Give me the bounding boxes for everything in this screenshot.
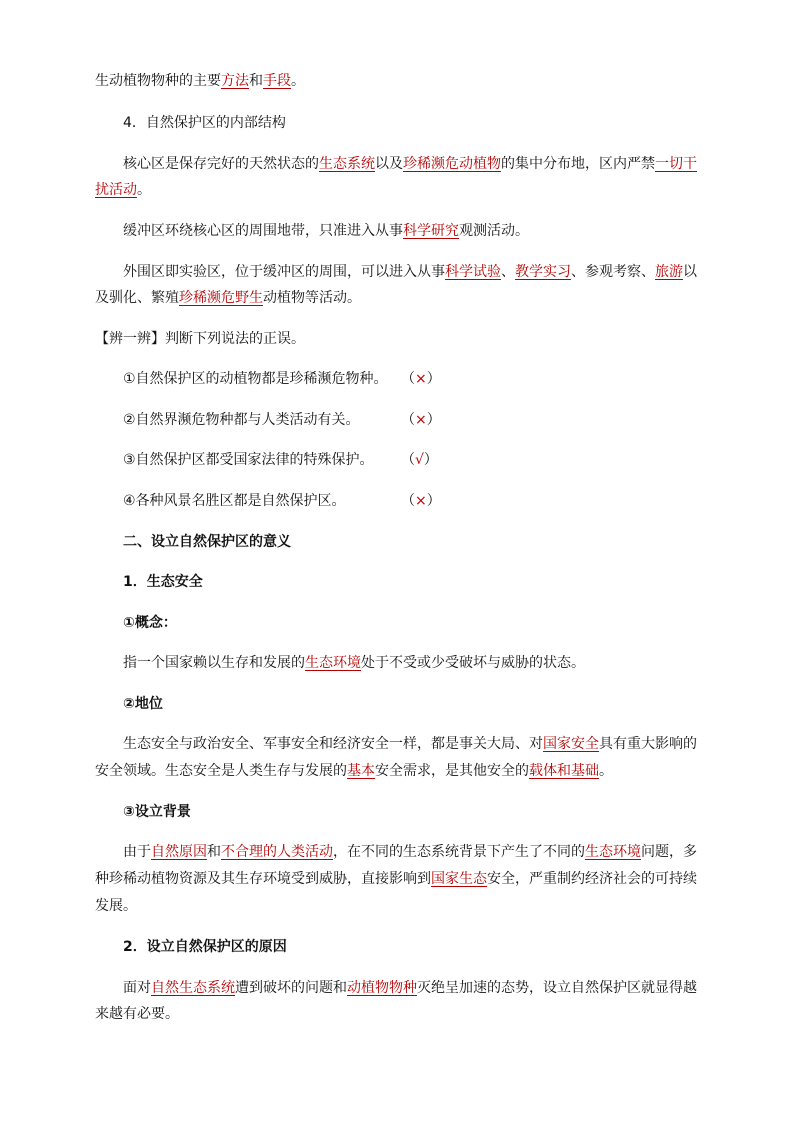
paragraph-concept: [123, 653, 585, 673]
judge-statement: ①自然保护区的动植物都是珍稀濒危物种。: [123, 371, 388, 387]
highlight-term: 自然原因: [151, 844, 207, 860]
text: 生态安全与政治安全、军事安全和经济安全一样，都是事关大局、对: [123, 736, 543, 752]
section-4-title: 4．自然保护区的内部结构: [123, 115, 286, 131]
judge-mark: ×: [415, 493, 427, 509]
text: 核心区是保存完好的天然状态的: [123, 156, 319, 172]
paren-open: （: [401, 371, 415, 387]
text: 缓冲区环绕核心区的周围地带，只准进入从事: [123, 223, 403, 239]
highlight-term: 科学试验: [445, 264, 501, 280]
highlight-term: 手段: [263, 73, 291, 89]
text: 动植物等活动。: [263, 290, 361, 306]
highlight-term: 基本: [347, 763, 375, 779]
text: 、: [501, 264, 515, 280]
judge-item: [123, 450, 438, 470]
highlight-term: 方法: [221, 73, 249, 89]
paragraph-outer-zone: [123, 262, 697, 282]
paragraph-core-zone: [123, 154, 697, 174]
text: 安全，严重制约经济社会的可持续: [487, 871, 697, 887]
text: 生动植物物种的主要: [95, 73, 221, 89]
text: 的集中分布地，区内严禁: [501, 156, 655, 172]
paren-open: （: [401, 412, 415, 428]
judge-mark: ×: [415, 371, 427, 387]
text: 具有重大影响的: [599, 736, 697, 752]
concept-title: ①概念：: [123, 615, 177, 631]
judge-item: [123, 491, 441, 511]
text: 种珍稀动植物资源及其生存环境受到威胁，直接影响到: [95, 871, 431, 887]
judge-intro: 【辨一辨】判断下列说法的正误。: [95, 331, 305, 347]
judge-statement: ④各种风景名胜区都是自然保护区。: [123, 493, 346, 509]
text: ，在不同的生态系统背景下产生了不同的: [333, 844, 585, 860]
subsection-1-title: 1．生态安全: [123, 574, 203, 590]
highlight-term: 动植物物种: [347, 980, 417, 996]
highlight-term: 生态环境: [585, 844, 641, 860]
highlight-term: 珍稀濒危野生: [179, 290, 263, 306]
text: 由于: [123, 844, 151, 860]
text: 。: [599, 763, 613, 779]
text: 遭到破坏的问题和: [235, 980, 347, 996]
text: 指一个国家赖以生存和发展的: [123, 655, 305, 671]
section-2-title: 二、设立自然保护区的意义: [123, 534, 291, 550]
judge-mark: √: [415, 452, 424, 468]
paren-close: ）: [426, 493, 441, 509]
highlight-term: 国家生态: [431, 871, 487, 887]
highlight-term: 旅游: [655, 264, 683, 280]
judge-statement: ③自然保护区都受国家法律的特殊保护。: [123, 452, 374, 468]
text: 外围区即实验区，位于缓冲区的周围，可以进入从事: [123, 264, 445, 280]
paragraph-background-cont: [95, 869, 697, 889]
judge-statement: ②自然界濒危物种都与人类活动有关。: [123, 412, 360, 428]
paragraph-status: [123, 734, 697, 754]
highlight-term: 国家安全: [543, 736, 599, 752]
highlight-term: 一切干: [655, 156, 697, 172]
subsection-2-title: 2．设立自然保护区的原因: [123, 939, 287, 955]
background-title: ③设立背景: [123, 804, 191, 820]
paragraph-reason-cont: 来越有必要。: [95, 1006, 179, 1022]
judge-item: [123, 369, 441, 389]
highlight-term: 载体和基础: [529, 763, 599, 779]
text: 。: [137, 182, 151, 198]
text: 。: [291, 73, 305, 89]
text: 和: [207, 844, 221, 860]
paren-close: ）: [423, 452, 438, 468]
text: 处于不受或少受破坏与威胁的状态。: [361, 655, 585, 671]
paragraph-status-cont: [95, 761, 613, 781]
text: 及驯化、繁殖: [95, 290, 179, 306]
paragraph-core-zone-cont: [95, 180, 151, 200]
text: 面对: [123, 980, 151, 996]
paren-open: （: [401, 452, 415, 468]
paragraph-buffer-zone: [123, 221, 529, 241]
status-title: ②地位: [123, 696, 163, 712]
highlight-term: 不合理的人类活动: [221, 844, 333, 860]
paren-close: ）: [426, 371, 441, 387]
paragraph-background: [123, 842, 697, 862]
text: 以: [683, 264, 697, 280]
text: 安全领域。生态安全是人类生存与发展的: [95, 763, 347, 779]
text: 、参观考察、: [571, 264, 655, 280]
paren-close: ）: [426, 412, 441, 428]
highlight-term: 珍稀濒危动植物: [403, 156, 501, 172]
paragraph-outer-zone-cont: [95, 288, 361, 308]
paragraph-reason: [123, 978, 697, 998]
paragraph-background-end: 发展。: [95, 898, 137, 914]
highlight-term: 教学实习: [515, 264, 571, 280]
highlight-term: 科学研究: [403, 223, 459, 239]
text: 问题，多: [641, 844, 697, 860]
text: 以及: [375, 156, 403, 172]
judge-item: [123, 410, 441, 430]
highlight-term: 生态环境: [305, 655, 361, 671]
text: 灭绝呈加速的态势，设立自然保护区就显得越: [417, 980, 697, 996]
highlight-term: 扰活动: [95, 182, 137, 198]
text: 观测活动。: [459, 223, 529, 239]
text: 和: [249, 73, 263, 89]
highlight-term: 生态系统: [319, 156, 375, 172]
paren-open: （: [401, 493, 415, 509]
text: 安全需求，是其他安全的: [375, 763, 529, 779]
judge-mark: ×: [415, 412, 427, 428]
paragraph-methods: [95, 71, 305, 91]
highlight-term: 自然生态系统: [151, 980, 235, 996]
